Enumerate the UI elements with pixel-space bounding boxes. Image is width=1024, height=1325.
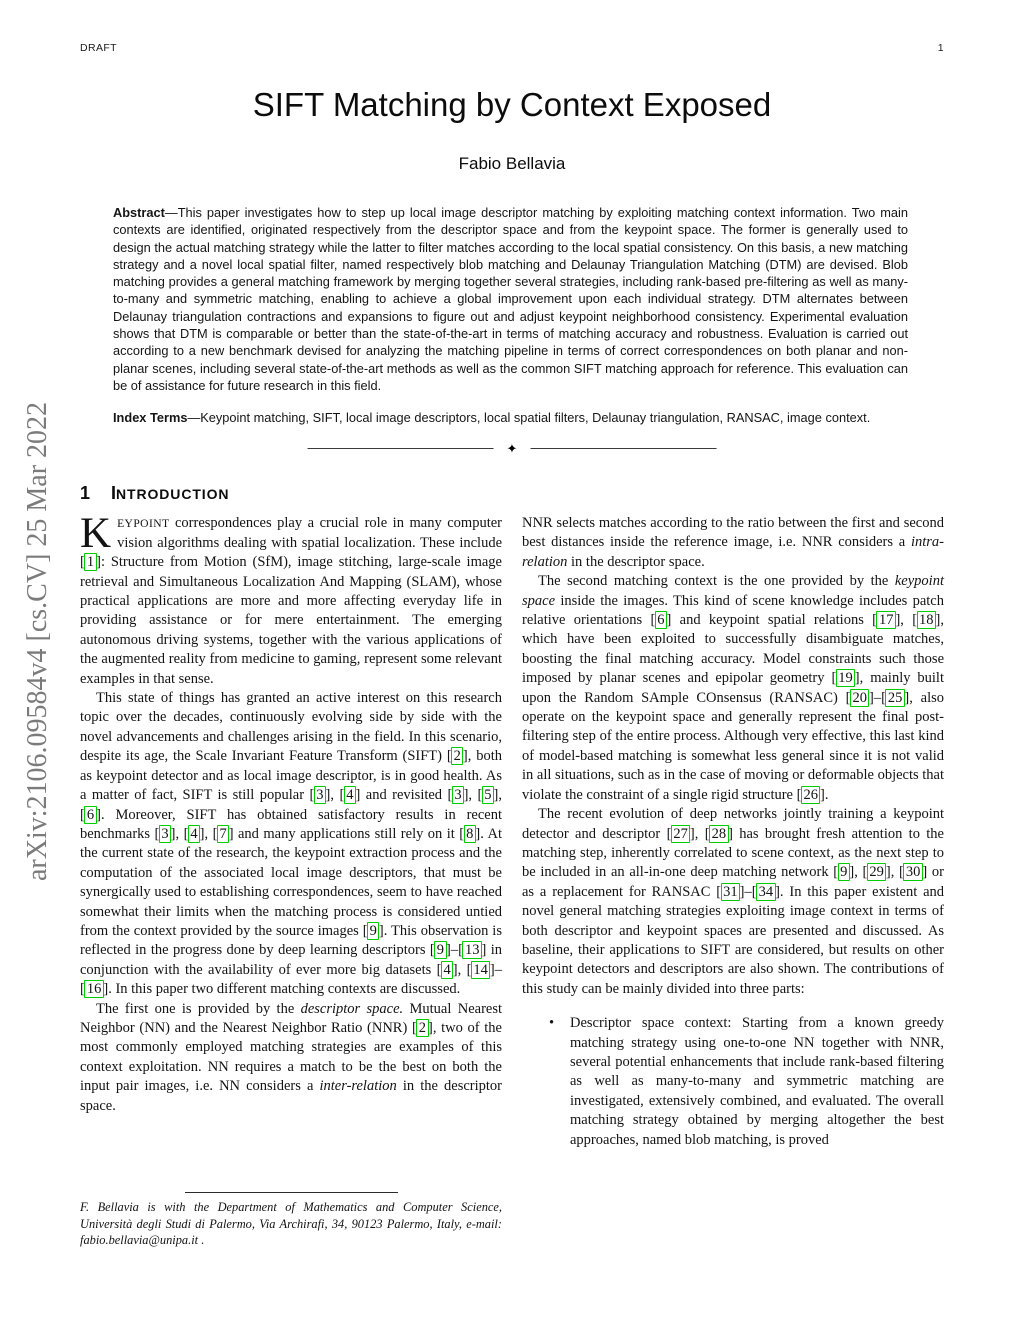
abstract-text: —This paper investigates how to step up local image descriptor matching by exploiting matching context information. Two main contexts are identified, originated respectively from the descriptor space and from the keypoint space. The former is generally used to design the actual matching strategy while the latter to filter matches according to the local spatial consistency. On this basis, a new matching strategy and a novel local spatial filter, named respectively blob matching and Delaunay Triangulation Matching (DTM) are devised. Blob matching provides a general matching framework by merging together several strategies, including rank-based pre-filtering as well as many-to-many and symmetric matching, enabling to achieve a global improvement upon each individual strategy. DTM alternates between Delaunay triangulation contractions and expansions to figure out and adjust keypoint neighborhood consistency. Experimental evaluation shows that DTM is comparable or better than the state-of-the-art in terms of matching accuracy and robustness. Evaluation is carried out according to a new benchmark devised for analyzing the matching pipeline in terms of correct correspondences on both planar and non-planar scenes, including several state-of-the-art methods as well as the common SIFT matching approach for reference. This evaluation can be of assistance for future research in this field. [113,205,908,393]
drop-cap: K [80,510,112,558]
citation-number: 4 [441,961,453,979]
citation-ref[interactable]: [ 3 ] [154,825,176,842]
citation-ref[interactable]: [ 6 ] [80,806,101,823]
citation-ref[interactable]: [ 3 ] [309,787,331,804]
citation-number: 6 [84,806,96,824]
citation-number: 28 [709,825,729,843]
citation-number: 9 [367,922,379,940]
author-footnote [80,1192,502,1248]
email-link[interactable]: fabio.bellavia@unipa.it [80,1232,199,1247]
index-terms-block [113,409,908,426]
citation-ref[interactable]: [ 20 ] [845,689,874,706]
citation-ref[interactable]: [ 4 ] [183,825,205,842]
citation-number: 19 [836,669,856,687]
italic-term: F. Bellavia is with the Department of Mathematics and Computer Science, Università degli Studi di Palermo, Via Archirafi, 34, 90123 Palermo, Italy, e-mail: [80,1200,502,1231]
citation-number: 7 [217,825,229,843]
running-header [80,42,944,54]
citation-number: 25 [885,689,905,707]
section-title: INTRODUCTION [111,483,230,503]
citation-ref[interactable]: [ 9 ] [429,942,451,959]
paragraph: The recent evolution of deep networks jointly training a keypoint detector and descriptor [ 27 ], [ 28 ] has brought fresh attention to the matching step, inherently correlated to scene context, as the next step to be included in an all-in-one deep matching network [ 9 ], [ 29 ], [ 30 ] or as a replacement for RANSAC [ 31 ]–[ 34 ]. In this paper existent and novel general matching strategies exploiting image context in terms of both descriptor and keypoint spaces are presented and discussed. As baseline, their applications to SIFT are considered, but results on other keypoint detectors and descriptors are also shown. The contributions of this study can be mainly divided into three parts: [522,806,945,997]
citation-ref[interactable]: [ 5 ] [477,787,499,804]
section-number: 1 [80,483,91,503]
citation-number: 5 [482,786,494,804]
section-divider [308,442,717,455]
citation-number: 4 [344,786,356,804]
section-heading [80,482,502,504]
citation-ref[interactable]: [ 4 ] [339,787,361,804]
citation-number: 2 [416,1019,428,1037]
citation-number: 3 [314,786,326,804]
citation-ref[interactable]: [ 34 ] [751,883,780,900]
citation-ref[interactable]: [ 27 ] [666,825,695,842]
left-column [80,480,502,1150]
left-column-text [80,510,503,1116]
citation-ref[interactable]: [ 31 ] [716,883,745,900]
index-terms-label: Index Terms [113,410,188,425]
arxiv-stamp: arXiv:2106.09584v4 [cs.CV] 25 Mar 2022 [22,401,53,881]
citation-number: 31 [721,883,741,901]
two-column-body [80,480,944,1150]
citation-number: 34 [756,883,776,901]
citation-ref[interactable]: [ 26 ] [796,786,825,803]
citation-number: 13 [462,941,482,959]
citation-number: 17 [876,611,896,629]
divider-rule-left [308,448,494,449]
citation-ref[interactable]: [ 14 ] [466,961,495,978]
abstract-label: Abstract [113,205,165,220]
citation-number: 30 [903,863,923,881]
citation-ref[interactable]: [ 19 ] [831,670,860,687]
citation-number: 3 [159,825,171,843]
paragraph: The second matching context is the one provided by the keypoint space inside the images. This kind of scene knowledge includes patch relative orientations [ 6 ] and keypoint spatial relations [ 17 ], [ 18 ], which have been exploited to successfully disambiguate matches, boosting the final matching accuracy. Model constraints such those imposed by planar scenes and epipolar geometry [ 19 ], mainly built upon the Random SAmple COnsensus (RANSAC) [ 20 ]–[ 25 ], also operate on the keypoint space and generally represent the final post-filtering step of the entire process. Although very effective, this last kind of model-based matching is somewhat less general since it is not valid in all situations, such as in the case of moving or deformable objects that violate the constraint of a single rigid structure [ 26 ]. [522,573,945,803]
italic-term: descriptor space. [300,1000,404,1017]
citation-ref[interactable]: [ 9 ] [833,864,855,881]
citation-number: 2 [451,747,463,765]
italic-term: intra-relation [522,534,944,570]
citation-number: 3 [452,786,464,804]
citation-ref[interactable]: [ 18 ] [912,612,941,629]
footnote-rule [185,1192,398,1193]
bullet-item [522,1014,944,1150]
citation-ref[interactable]: [ 30 ] [899,864,928,881]
citation-ref[interactable]: [ 25 ] [881,689,910,706]
citation-number: 29 [867,863,887,881]
citation-ref[interactable]: [ 29 ] [862,864,891,881]
index-terms-text: —Keypoint matching, SIFT, local image descriptors, local spatial filters, Delaunay triangulation, RANSAC, image context. [187,410,871,425]
citation-ref[interactable]: [ 7 ] [212,825,234,842]
paragraph: KEYPOINT correspondences play a crucial role in many computer vision algorithms dealing with spatial localization. These include [ 1 ]: Structure from Motion (SfM), image stitching, large-scale image retrieval and Simultaneous Localization And Mapping (SLAM), whose practical applications are more and more affecting everyday life in providing assistance or for mere entertainment. The emerging autonomous driving systems, together with the various applications of the augmented reality from medicine to gaming, represent some relevant examples in that sense. [80,510,502,687]
paper-title: SIFT Matching by Context Exposed [252,86,772,123]
citation-ref[interactable]: [ 3 ] [447,787,469,804]
right-column [522,480,944,1150]
paragraph: The first one is provided by the descriptor space. Mutual Nearest Neighbor (NN) and the Nearest Neighbor Ratio (NNR) [ 2 ], two of the most commonly employed matching strategies are examples of this context exploitation. NN requires a match to be the best on both the input pair images, i.e. NN considers a inter-relation in the descriptor space. [80,1000,502,1114]
citation-ref[interactable]: [ 1 ] [80,554,101,571]
paper-author: Fabio Bellavia [458,154,566,173]
paragraph: This state of things has granted an active interest on this research topic over the decades, continuously evolving side by side with the novel advancements and challenges arising in the field. In this scenario, despite its age, the Scale Invariant Feature Transform (SIFT) [ 2 ], both as keypoint detector and as local image descriptor, is in good health. As a matter of fact, SIFT is still popular [ 3 ], [ 4 ] and revisited [ 3 ], [ 5 ], [ 6 ]. Moreover, SIFT has obtained satisfactory results in recent benchmarks [ 3 ], [ 4 ], [ 7 ] and many applications still rely on it [ 8 ]. At the current state of the research, the keypoint extraction process and the computation of the associated local image descriptors, that must be synergically used to establishing correspondences, seem to have reached somewhat their limits when the matching process is considered untied from the context provided by the source images [ 9 ]. This observation is reflected in the progress done by deep learning descriptors [ 9 ]–[ 13 ] in conjunction with the availability of ever more big datasets [ 4 ], [ 14 ]–[ 16 ]. In this paper two different matching contexts are discussed. [80,690,503,998]
citation-number: 20 [850,689,870,707]
citation-ref[interactable]: [ 16 ] [80,981,109,998]
right-column-text [522,514,944,1150]
citation-number: 26 [801,786,821,804]
citation-number: 1 [84,553,96,571]
abstract-block [113,204,908,394]
citation-number: 14 [471,961,491,979]
citation-number: 27 [671,825,691,843]
citation-number: 6 [655,611,667,629]
italic-term: inter-relation [319,1078,397,1095]
citation-number: 18 [917,611,937,629]
citation-number: 8 [464,825,476,843]
citation-ref[interactable]: [ 28 ] [704,825,733,842]
bullet-marker-icon: • [549,1015,555,1032]
paragraph: NNR selects matches according to the ratio between the first and second best distances inside the reference image, i.e. NNR considers a intra-relation in the descriptor space. [522,515,944,570]
citation-ref[interactable]: [ 2 ] [446,748,468,765]
citation-ref[interactable]: [ 2 ] [411,1019,433,1036]
diamond-ornament-icon: ✦ [506,441,518,456]
citation-ref[interactable]: [ 4 ] [436,961,458,978]
divider-rule-right [530,448,716,449]
citation-ref[interactable]: [ 13 ] [458,942,487,959]
citation-number: 9 [838,863,850,881]
citation-ref[interactable]: [ 6 ] [650,612,672,629]
citation-number: 9 [434,941,446,959]
bullet-text: Descriptor space context: Starting from a known greedy matching strategy using one-to-one NN together with NNR, several potential enhancements that include rank-based filtering as well as many-to-many and symmetric matching are investigated, extensively combined, and evaluated. The overall matching strategy obtained by merging altogether the best approaches, named blob matching, is proved [570,1015,944,1148]
citation-number: 4 [188,825,200,843]
footnote-text [80,1199,502,1248]
italic-term: keypoint space [522,573,944,609]
citation-ref[interactable]: [ 8 ] [459,825,481,842]
italic-term: . [198,1232,205,1247]
citation-ref[interactable]: [ 17 ] [872,612,901,629]
citation-ref[interactable]: [ 9 ] [362,922,384,939]
citation-number: 16 [84,980,104,998]
smallcaps-text: EYPOINT [117,517,170,531]
page-number: 1 [937,42,944,54]
running-head-label: DRAFT [80,42,117,54]
